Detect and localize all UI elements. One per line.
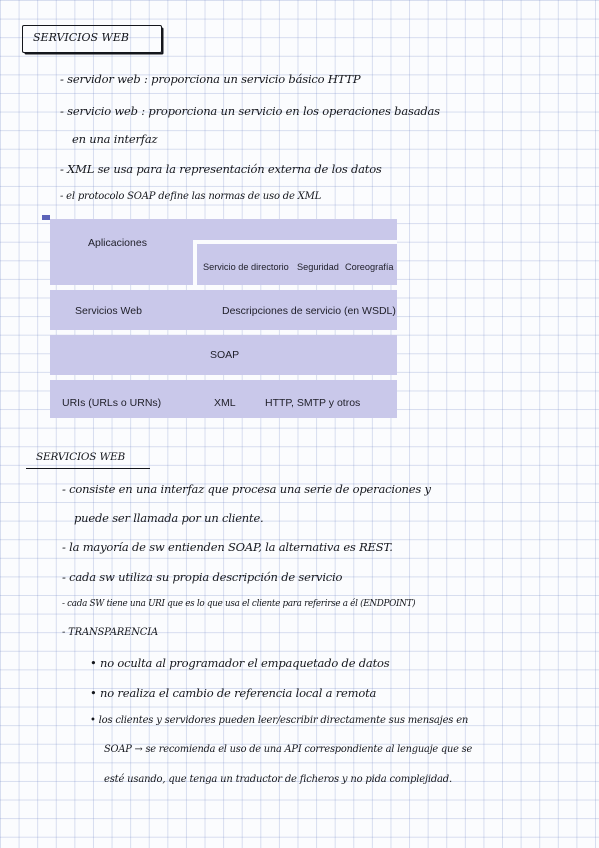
note-line: - servicio web : proporciona un servicio en los operaciones basadas — [60, 104, 440, 118]
note-line: • los clientes y servidores pueden leer/escribir directamente sus mensajes en — [90, 715, 469, 726]
diagram-label-servicios-web: Servicios Web — [75, 305, 142, 317]
diagram-block-servicios-web — [50, 290, 397, 330]
note-line: puede ser llamada por un cliente. — [74, 511, 264, 525]
note-line: - servidor web : proporciona un servicio básico HTTP — [60, 72, 361, 86]
diagram-label-aplicaciones: Aplicaciones — [88, 237, 147, 249]
section-title-2: SERVICIOS WEB — [36, 451, 126, 463]
note-line: en una interfaz — [72, 132, 158, 146]
note-line: SOAP → se recomienda el uso de una API correspondiente al lenguaje que se — [104, 744, 473, 755]
diagram-label-soap: SOAP — [210, 349, 240, 361]
section-title-1: SERVICIOS WEB — [33, 31, 129, 44]
diagram-label-seguridad: Seguridad — [297, 262, 339, 272]
diagram-label-descripciones: Descripciones de servicio (en WSDL) — [222, 305, 396, 317]
note-line: • no oculta al programador el empaquetado de datos — [90, 656, 390, 670]
section-title-box-1 — [22, 25, 162, 53]
note-line: - XML se usa para la representación externa de los datos — [60, 162, 382, 176]
diagram-block-middleware — [197, 244, 397, 285]
note-line: - cada SW tiene una URI que es lo que usa el cliente para referirse a él (ENDPOINT) — [62, 599, 416, 609]
note-line: esté usando, que tenga un traductor de ficheros y no pida complejidad. — [104, 774, 452, 785]
diagram-label-uris: URIs (URLs o URNs) — [62, 397, 162, 409]
diagram-label-http: HTTP, SMTP y otros — [265, 397, 361, 409]
note-line: - TRANSPARENCIA — [62, 627, 159, 638]
diagram-label-coreografia: Coreografía — [345, 262, 394, 272]
diagram-label-directorio: Servicio de directorio — [203, 262, 289, 272]
note-line: - la mayoría de sw entienden SOAP, la alternativa es REST. — [62, 540, 393, 554]
note-line: • no realiza el cambio de referencia local a remota — [90, 686, 377, 700]
note-line: - el protocolo SOAP define las normas de uso de XML — [60, 191, 322, 202]
diagram-block-soap — [50, 335, 397, 375]
diagram-label-xml: XML — [214, 397, 236, 409]
diagram-block-base — [50, 380, 397, 418]
highlighter-mark — [42, 215, 50, 220]
note-line: - consiste en una interfaz que procesa una serie de operaciones y — [62, 482, 431, 496]
section-title-underline — [26, 468, 150, 469]
note-line: - cada sw utiliza su propia descripción de servicio — [62, 570, 343, 584]
